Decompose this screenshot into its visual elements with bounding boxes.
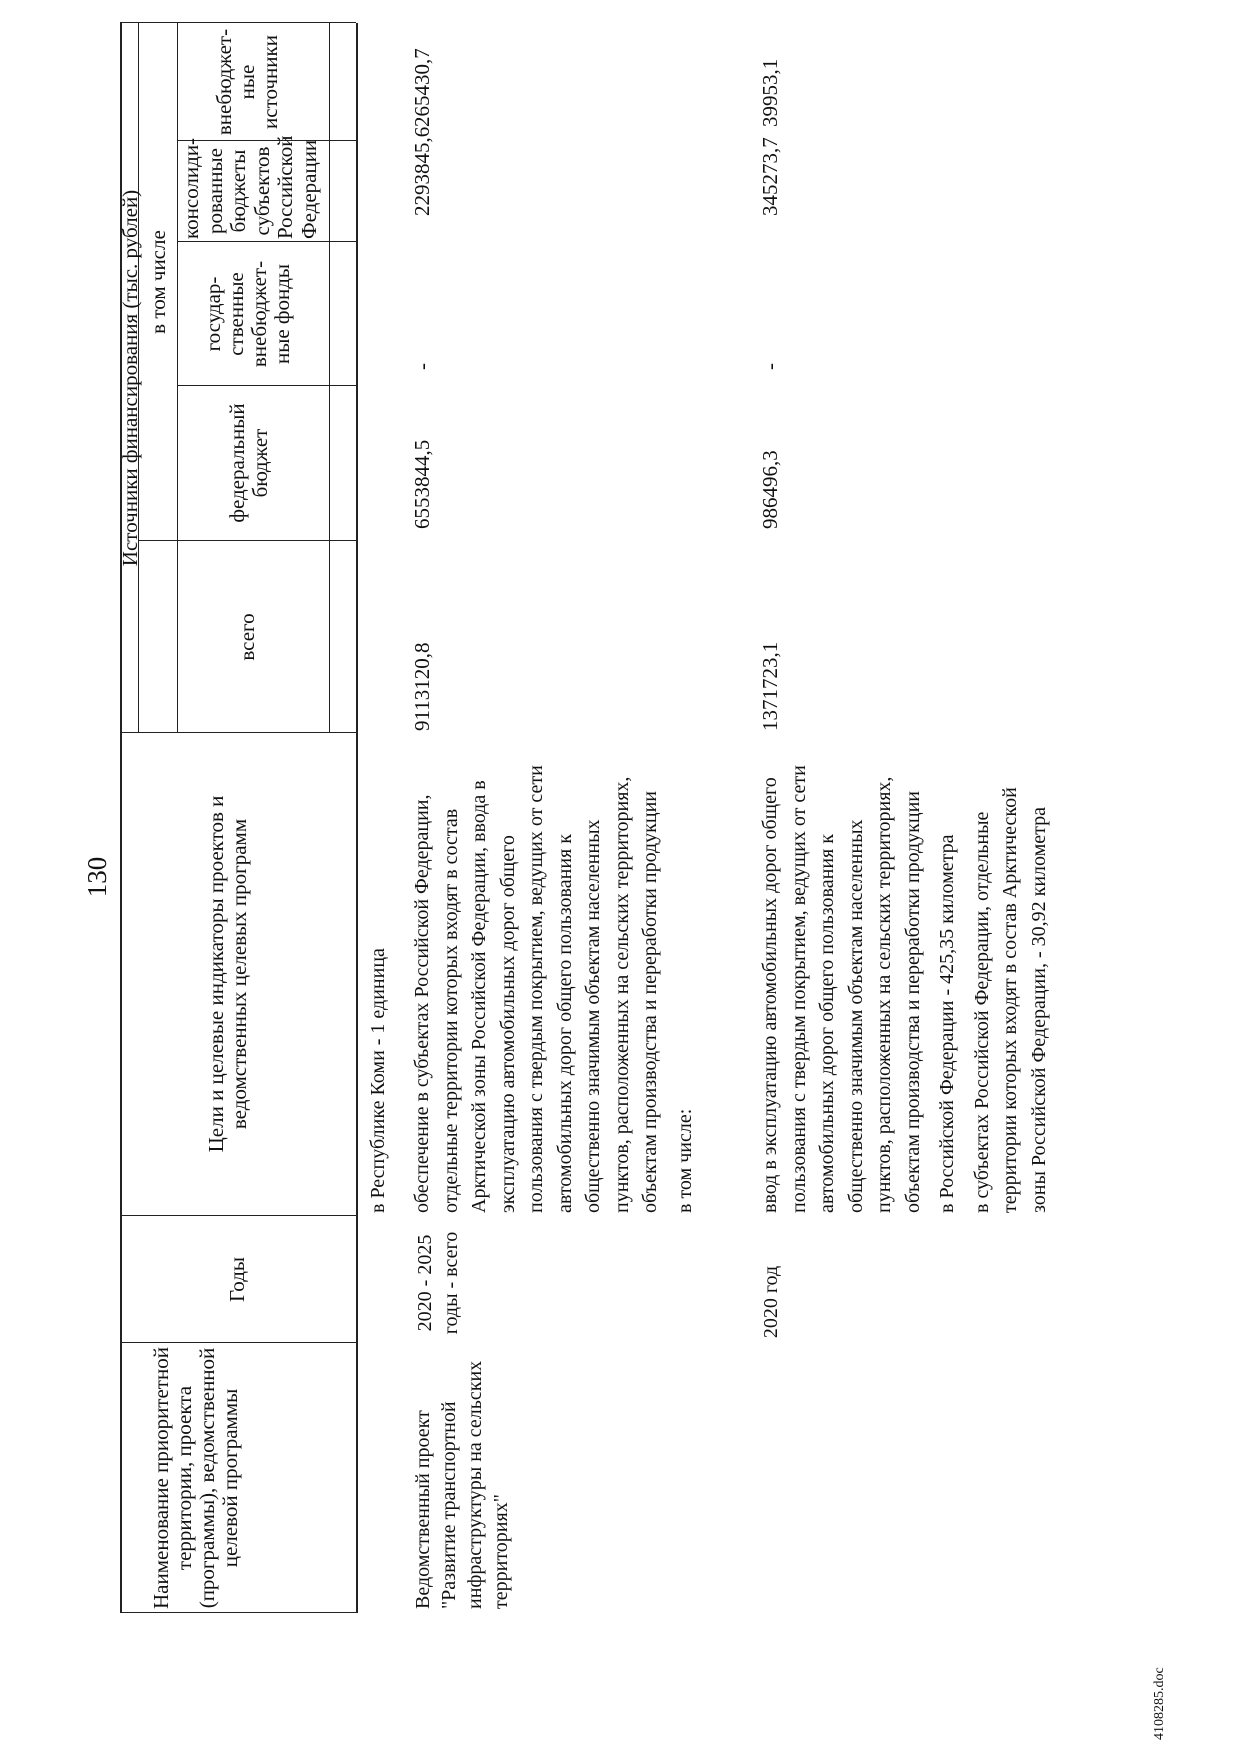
row2-federal: 986496,3	[758, 450, 782, 529]
row1-offbudget: 265430,7	[410, 48, 434, 127]
header-sources: Источники финансирования (тыс. рублей)	[118, 189, 142, 567]
table-header-bottom-border	[329, 23, 330, 733]
header-including: в том числе	[146, 230, 170, 334]
header-state-funds: государ-ственные внебюджет-ные фонды	[201, 260, 294, 368]
col-border-right	[120, 22, 356, 23]
row2-sub1: в Российской Федерации - 425,35 километра	[936, 834, 958, 1213]
subheader-border	[177, 23, 178, 733]
row1-goal: обеспечение в субъектах Российской Федерации, отдельные территории которых входят в состав Арктической зоны Российской Федерации, ввода в эксплуатацию автомобильных дорог общего пользования с твердым покрытием, ведущих от сети автомобильных дорог общего пользования к общественно значимым объектам населенных пунктов, расположенных на сельских территориях, объектам производства и переработки продукции	[411, 765, 661, 1213]
row2-offbudget: 39953,1	[758, 58, 782, 127]
header-offbudget: внебюджет-ные источники	[212, 28, 282, 136]
row1-regional: 2293845,6	[410, 126, 434, 216]
header-federal: федеральный бюджет	[225, 403, 272, 523]
col-border-regional-offbudget	[177, 140, 356, 141]
col-border-name-years	[120, 1342, 356, 1343]
col-border-goals-sources	[120, 732, 356, 733]
row2-goal-block	[756, 743, 1053, 1213]
row1-federal: 6553844,5	[410, 439, 434, 529]
page-number: 130	[82, 856, 112, 898]
project-name: Ведомственный проект "Развитие транспортной инфраструктуры на сельских территориях"	[412, 1360, 512, 1609]
row1-years: 2020 - 2025 годы - всего	[414, 1231, 462, 1335]
row2-total: 1371723,1	[758, 641, 782, 731]
row2-years: 2020 год	[760, 1265, 782, 1339]
continuation-text: в Республике Коми - 1 единица	[367, 948, 389, 1213]
row2-goal: ввод в эксплуатацию автомобильных дорог общего пользования с твердым покрытием, ведущих от сети автомобильных дорог общего пользования к общественно значимым объектам населенных пунктов, расположенных на сельских территориях, объектам производства и переработки продукции	[759, 765, 924, 1213]
table-header-bottom-rule	[356, 23, 358, 1613]
row1-after: в том числе:	[673, 1108, 696, 1213]
header-regional: консолиди-рованные бюджеты субъектов Российской Федерации	[179, 135, 321, 239]
row2-state-funds: -	[758, 363, 782, 370]
row1-goal-block	[408, 743, 699, 1213]
col-border-state-regional	[177, 241, 356, 242]
header-total: всего	[235, 613, 259, 661]
header-name: Наименование приоритетной территории, проекта (программы), ведомственной целевой программы	[149, 1347, 242, 1609]
document-id: 4108285.doc	[1152, 1667, 1167, 1740]
row2-sub2: в субъектах Российской Федерации, отдельные территории которых входят в состав Арктической зоны Российской Федерации, - 30,92 километра	[970, 787, 1050, 1213]
col-border-fed-state	[177, 385, 356, 386]
col-border-total-fed	[138, 540, 356, 541]
header-years: Годы	[225, 1257, 249, 1302]
row1-total: 9113120,8	[410, 642, 434, 731]
col-border-left	[120, 1612, 356, 1613]
header-goals: Цели и целевые индикаторы проектов и ведомственных целевых программ	[204, 795, 251, 1153]
row2-regional: 345273,7	[758, 137, 782, 216]
col-border-years-goals	[120, 1215, 356, 1216]
row1-state-funds: -	[410, 363, 434, 370]
